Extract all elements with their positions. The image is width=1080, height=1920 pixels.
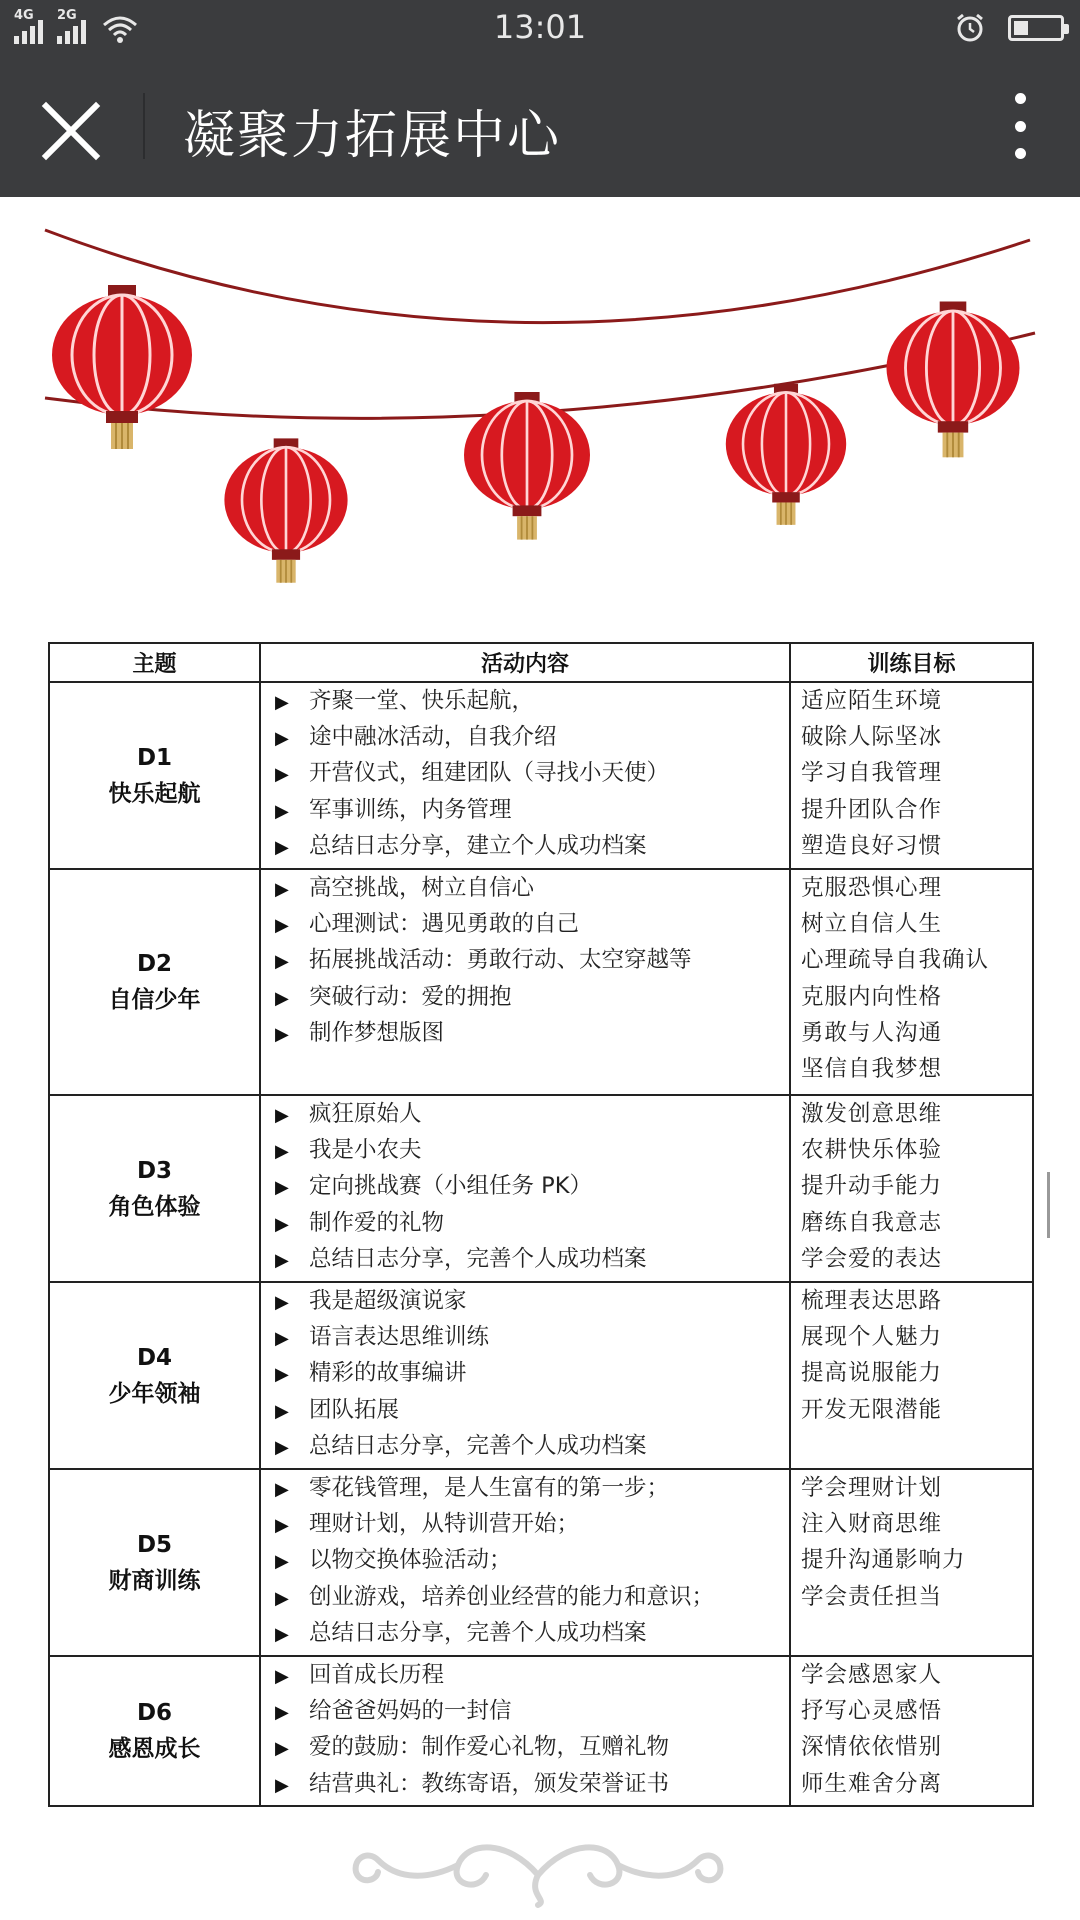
goal-item: 农耕快乐体验 (801, 1137, 943, 1164)
theme-label: 角色体验 (108, 1193, 201, 1220)
goal-item: 开发无限潜能 (801, 1396, 943, 1423)
activities-cell (260, 1656, 790, 1806)
theme-label: 快乐起航 (108, 780, 201, 807)
bullet-arrow-icon: ▶ (275, 915, 289, 937)
goal-item: 提升沟通影响力 (801, 1547, 966, 1574)
activities-cell (260, 1282, 790, 1469)
goals-cell (790, 1095, 1033, 1282)
activity-item (261, 1241, 789, 1277)
page-title: 凝聚力拓展中心 (183, 106, 562, 166)
activity-text: 疯狂原始人 (309, 1101, 422, 1127)
goal-item: 学会责任担当 (801, 1583, 943, 1610)
goals-cell (790, 682, 1033, 869)
table-header-row (49, 643, 1033, 682)
bullet-arrow-icon: ▶ (275, 1738, 289, 1760)
goal-item: 提升动手能力 (801, 1173, 943, 1200)
bullet-arrow-icon: ▶ (275, 1479, 289, 1500)
goal-item: 心理疏导自我确认 (801, 947, 990, 974)
decorative-ornament (338, 1820, 738, 1910)
activity-text: 途中融冰活动，自我介绍 (309, 724, 557, 751)
activity-text: 理财计划，从特训营开始； (309, 1511, 580, 1538)
nav-bar (0, 55, 1080, 197)
goal-item: 勇敢与人沟通 (801, 1019, 943, 1046)
table-row (49, 682, 1033, 869)
goals-cell (790, 1469, 1033, 1656)
activity-text: 爱的鼓励：制作爱心礼物，互赠礼物 (309, 1734, 670, 1761)
day-label: D3 (136, 1157, 173, 1184)
table-row (49, 1095, 1033, 1282)
goal-item: 提升团队合作 (801, 796, 943, 823)
bullet-arrow-icon: ▶ (275, 1364, 289, 1386)
activities-cell (260, 869, 790, 1095)
close-button[interactable] (40, 100, 102, 162)
lantern-illustration (0, 200, 1080, 600)
goal-item: 注入财商思维 (801, 1511, 943, 1538)
bullet-arrow-icon: ▶ (275, 1551, 289, 1573)
activity-item (261, 1579, 789, 1615)
goal-item: 学会爱的表达 (801, 1245, 943, 1272)
bullet-arrow-icon: ▶ (275, 1515, 289, 1537)
activity-item (261, 719, 789, 755)
battery-icon (1008, 15, 1064, 41)
table-row (49, 1282, 1033, 1469)
bullet-arrow-icon: ▶ (275, 692, 289, 713)
bullet-arrow-icon: ▶ (275, 1623, 289, 1645)
goals-cell (790, 1282, 1033, 1469)
day-label: D1 (136, 744, 173, 771)
signal-2g-label: 2G (57, 8, 77, 23)
activity-text: 零花钱管理，是人生富有的第一步； (309, 1475, 670, 1501)
theme-cell (49, 682, 260, 869)
activity-text: 拓展挑战活动：勇敢行动、太空穿越等 (309, 947, 692, 974)
bullet-arrow-icon: ▶ (275, 879, 289, 900)
bullet-arrow-icon: ▶ (275, 987, 289, 1009)
activities-cell (260, 1469, 790, 1656)
theme-label: 少年领袖 (108, 1380, 201, 1407)
table-row (49, 1656, 1033, 1806)
clock-time: 13:01 (493, 8, 587, 46)
activity-text: 给爸爸妈妈的一封信 (309, 1698, 512, 1725)
activity-item (261, 1132, 789, 1168)
activity-item (261, 942, 789, 978)
goal-item: 梳理表达思路 (801, 1288, 943, 1314)
bullet-arrow-icon: ▶ (275, 800, 289, 822)
bullet-arrow-icon: ▶ (275, 764, 289, 786)
theme-label: 感恩成长 (108, 1736, 201, 1762)
goal-item: 树立自信人生 (801, 911, 943, 938)
alarm-icon (954, 12, 986, 44)
bullet-arrow-icon: ▶ (275, 1292, 289, 1313)
activity-item (261, 828, 789, 864)
activity-text: 心理测试：遇见勇敢的自己 (309, 911, 580, 938)
table-row (49, 869, 1033, 1095)
activity-item (261, 1542, 789, 1578)
activity-text: 定向挑战赛（小组任务 PK） (309, 1173, 592, 1200)
activity-item (261, 792, 789, 828)
activity-text: 军事训练，内务管理 (309, 796, 512, 823)
activity-text: 回首成长历程 (309, 1662, 445, 1688)
goal-item: 学会理财计划 (801, 1475, 943, 1501)
theme-label: 财商训练 (108, 1567, 201, 1594)
scrollbar[interactable] (1047, 1172, 1050, 1238)
day-label: D2 (136, 951, 173, 977)
activity-item (261, 683, 789, 719)
activity-text: 精彩的故事编讲 (309, 1360, 467, 1387)
activity-item (261, 1428, 789, 1464)
goal-item: 坚信自我梦想 (801, 1055, 943, 1082)
bullet-arrow-icon: ▶ (275, 728, 289, 750)
header-activities: 活动内容 (260, 643, 790, 682)
day-label: D5 (136, 1531, 173, 1558)
activity-text: 我是超级演说家 (309, 1288, 467, 1314)
goal-item: 学习自我管理 (801, 760, 943, 787)
bullet-arrow-icon: ▶ (275, 1666, 289, 1687)
theme-cell (49, 1469, 260, 1656)
status-bar (0, 0, 1080, 55)
bullet-arrow-icon: ▶ (275, 1328, 289, 1350)
schedule-table-wrapper (48, 642, 1034, 1807)
goal-item: 提高说服能力 (801, 1360, 943, 1387)
activity-text: 高空挑战，树立自信心 (309, 875, 535, 901)
activity-text: 语言表达思维训练 (309, 1324, 490, 1351)
activity-text: 总结日志分享，完善个人成功档案 (309, 1245, 647, 1272)
activity-text: 创业游戏，培养创业经营的能力和意识； (309, 1583, 715, 1610)
activity-item (261, 1319, 789, 1355)
goal-item: 激发创意思维 (801, 1101, 943, 1127)
activity-text: 突破行动：爱的拥抱 (309, 983, 512, 1010)
goal-item: 克服恐惧心理 (801, 875, 943, 901)
activity-text: 团队拓展 (309, 1396, 400, 1423)
activity-item (261, 1693, 789, 1729)
nav-divider (143, 93, 145, 159)
activity-item (261, 755, 789, 791)
bullet-arrow-icon: ▶ (275, 1213, 289, 1235)
activity-item (261, 870, 789, 906)
bullet-arrow-icon: ▶ (275, 1177, 289, 1199)
goal-item: 适应陌生环境 (801, 688, 943, 714)
theme-cell (49, 869, 260, 1095)
bullet-arrow-icon: ▶ (275, 1774, 289, 1796)
day-label: D4 (136, 1344, 173, 1371)
activity-text: 开营仪式，组建团队（寻找小天使） (309, 760, 670, 787)
goals-cell (790, 869, 1033, 1095)
theme-cell (49, 1656, 260, 1806)
goal-item: 磨练自我意志 (801, 1209, 943, 1236)
goals-cell (790, 1656, 1033, 1806)
bullet-arrow-icon: ▶ (275, 836, 289, 858)
goal-item: 破除人际坚冰 (801, 724, 943, 751)
activities-cell (260, 682, 790, 869)
signal-4g-label: 4G (14, 8, 34, 23)
bullet-arrow-icon: ▶ (275, 1249, 289, 1271)
activity-item (261, 1015, 789, 1051)
activity-item (261, 1657, 789, 1693)
bullet-arrow-icon: ▶ (275, 1105, 289, 1126)
activity-item (261, 1615, 789, 1651)
bullet-arrow-icon: ▶ (275, 1141, 289, 1163)
header-theme: 主题 (49, 643, 260, 682)
activity-text: 以物交换体验活动； (309, 1547, 512, 1574)
activity-text: 结营典礼：教练寄语，颁发荣誉证书 (309, 1770, 670, 1797)
activity-item (261, 1283, 789, 1319)
goal-item: 抒写心灵感悟 (801, 1698, 943, 1725)
theme-label: 自信少年 (108, 987, 201, 1013)
activity-text: 总结日志分享，完善个人成功档案 (309, 1619, 647, 1646)
activity-item (261, 1392, 789, 1428)
bullet-arrow-icon: ▶ (275, 1587, 289, 1609)
bullet-arrow-icon: ▶ (275, 1702, 289, 1724)
activity-item (261, 1506, 789, 1542)
activity-text: 制作爱的礼物 (309, 1209, 445, 1236)
bullet-arrow-icon: ▶ (275, 1400, 289, 1422)
theme-cell (49, 1095, 260, 1282)
activity-item (261, 906, 789, 942)
table-row (49, 1469, 1033, 1656)
activity-text: 总结日志分享，建立个人成功档案 (309, 832, 647, 859)
goal-item: 师生难舍分离 (801, 1770, 943, 1797)
activity-item (261, 1729, 789, 1765)
day-label: D6 (136, 1700, 173, 1726)
activities-cell (260, 1095, 790, 1282)
goal-item: 克服内向性格 (801, 983, 943, 1010)
schedule-table (48, 642, 1034, 1807)
activity-item (261, 1766, 789, 1802)
activity-text: 我是小农夫 (309, 1137, 422, 1164)
activity-item (261, 1355, 789, 1391)
activity-item (261, 1205, 789, 1241)
activity-item (261, 979, 789, 1015)
activity-item (261, 1168, 789, 1204)
goal-item: 展现个人魅力 (801, 1324, 943, 1351)
activity-text: 齐聚一堂、快乐起航， (309, 688, 535, 714)
more-options-button[interactable] (1010, 93, 1030, 159)
header-goals: 训练目标 (790, 643, 1033, 682)
activity-text: 制作梦想版图 (309, 1019, 445, 1046)
bullet-arrow-icon: ▶ (275, 1436, 289, 1458)
bullet-arrow-icon: ▶ (275, 1023, 289, 1045)
goal-item: 学会感恩家人 (801, 1662, 943, 1688)
activity-item (261, 1470, 789, 1506)
theme-cell (49, 1282, 260, 1469)
goal-item: 塑造良好习惯 (801, 832, 943, 859)
activity-item (261, 1096, 789, 1132)
bullet-arrow-icon: ▶ (275, 951, 289, 973)
goal-item: 深情依依惜别 (801, 1734, 943, 1761)
activity-text: 总结日志分享，完善个人成功档案 (309, 1432, 647, 1459)
